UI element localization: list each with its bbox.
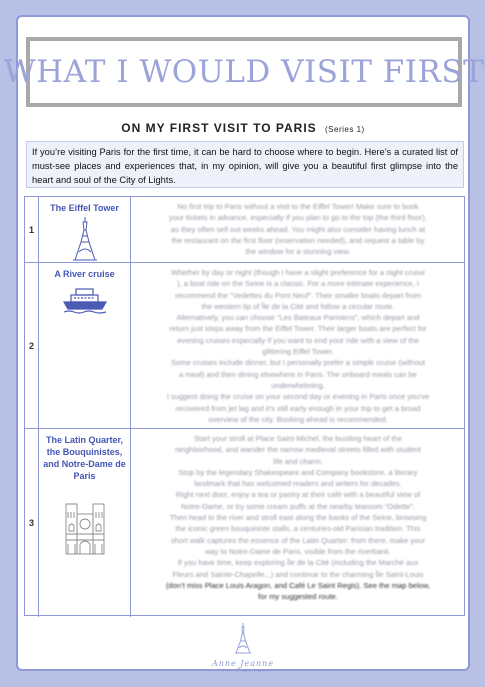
description-line: glittering Eiffel Tower.: [262, 347, 334, 357]
description-line: Some cruises include dinner, but I personally prefer a simple cruise (without: [170, 358, 426, 368]
table-row: [25, 263, 464, 429]
description-line: No first trip to Paris without a visit to the Eiffel Tower! Make sure to book: [177, 202, 419, 211]
description-line: the western tip of Île de la Cité and follow a circular route.: [201, 301, 395, 311]
eiffel-tower-logo-icon: [233, 622, 253, 654]
place-cell: [39, 429, 131, 617]
river-boat-icon: [62, 284, 108, 314]
document-page: [3, 15, 485, 674]
place-title: A River cruise: [54, 269, 115, 279]
page-title: WHAT I WOULD VISIT FIRST: [3, 54, 485, 90]
row-number: 3: [25, 429, 39, 617]
description-line: the window for a stunning view.: [245, 247, 351, 257]
description-line: Start your stroll at Place Saint-Michel, the bustling heart of the: [193, 434, 403, 443]
description-line: (don’t miss Place Louis Aragon, and Café Le Saint Regis). See the map below,: [165, 580, 431, 590]
places-table: [24, 196, 465, 616]
description-line: return just steps away from the Eiffel Tower. Their larger boats are perfect for: [169, 324, 427, 334]
description-line: Fleurs and Sainte-Chapelle...) and continue to the charming Île Saint-Louis: [172, 569, 424, 579]
description-line: the restaurant on the first floor (reservation needed), and request a table by: [171, 235, 425, 245]
description-line: life and charm.: [273, 456, 323, 466]
description-line: Alternatively, you can choose “Les Bateaux Parisiens”, which depart and: [176, 313, 420, 323]
description-line: Right next door, enjoy a tea or pastry at their café with a beautiful view of: [175, 490, 421, 500]
description-line: Stop by the legendary Shakespeare and Company bookstore, a literary: [178, 467, 418, 477]
description-line: Notre-Dame, or try some cream puffs at the nearby tearoom “Odette”.: [181, 501, 415, 511]
row-number: 1: [25, 197, 39, 262]
place-title: The Latin Quarter, the Bouquinistes, and Notre-Dame de Paris: [43, 435, 126, 481]
brand-logo: [18, 622, 468, 674]
title-box: [3, 37, 485, 107]
place-cell: [39, 263, 131, 428]
intro-paragraph: If you’re visiting Paris for the first time, it can be hard to choose where to begin. Here’s a curated list of must-see places and experiences that, in my opinion, will give you a beautiful first glimpse into the heart and soul of the City of Lights.: [26, 141, 464, 188]
description-line: If you have time, keep exploring Île de la Cité (including the Marché aux: [177, 558, 419, 568]
logo-name: Anne Jeanne: [211, 659, 275, 668]
description-line: overview of the city. Booking ahead is recommended.: [208, 414, 388, 424]
description-line: evening cruises especially if you want to end your ride with a view of the: [177, 335, 419, 345]
description-line: way to Notre-Dame de Paris, visible from the riverbank.: [204, 546, 392, 556]
subtitle-text: ON MY FIRST VISIT TO PARIS: [121, 121, 317, 135]
description-line: recommend the “Vedettes du Pont Neuf”. Their smaller boats depart from: [175, 290, 421, 300]
description-line: I suggest doing the cruise on your second day or evening in Paris once you’ve: [166, 392, 430, 402]
place-description: [132, 263, 464, 428]
description-line: your tickets in advance, especially if you plan to go to the top (the third floor),: [169, 213, 427, 223]
description-line: the iconic green bouquiniste stalls, a centuries-old Parisian tradition. This: [175, 524, 421, 534]
row-number: 2: [25, 263, 39, 428]
place-cell: [39, 197, 131, 262]
description-line: landmark that has welcomed readers and writers for decades.: [194, 479, 402, 489]
table-row: [25, 197, 464, 263]
description-line: ), a boat ride on the Seine is a classic. For a more intimate experience, I: [177, 279, 419, 289]
subtitle: [18, 121, 468, 135]
description-line: underwhelming.: [271, 380, 325, 390]
place-title: The Eiffel Tower: [50, 203, 119, 213]
description-line: short walk captures the essence of the Latin Quarter: from there, make your: [170, 535, 426, 545]
description-line: for my suggested route.: [258, 592, 338, 602]
description-line: recovered from jet lag and it’s still early enough in your trip to get a broad: [175, 403, 421, 413]
description-line: a meal) and then dining elsewhere in Paris. The onboard meals can be: [179, 369, 417, 379]
table-row: [25, 429, 464, 617]
eiffel-tower-icon: [70, 216, 100, 262]
description-line: neighborhood, and wander the narrow medieval streets filled with student: [174, 445, 422, 455]
logo-subtitle: in Paris: [222, 668, 264, 674]
place-description: [132, 197, 464, 262]
place-description: [132, 429, 464, 617]
description-line: as they often sell out weeks ahead. You might also consider having lunch at: [170, 224, 426, 234]
description-line: Whether by day or night (though I have a slight preference for a night cruise: [170, 268, 426, 277]
notre-dame-icon: [63, 496, 107, 556]
description-line: Then head to the river and stroll east along the banks of the Seine, browsing: [169, 513, 427, 523]
series-label: (Series 1): [325, 125, 365, 134]
